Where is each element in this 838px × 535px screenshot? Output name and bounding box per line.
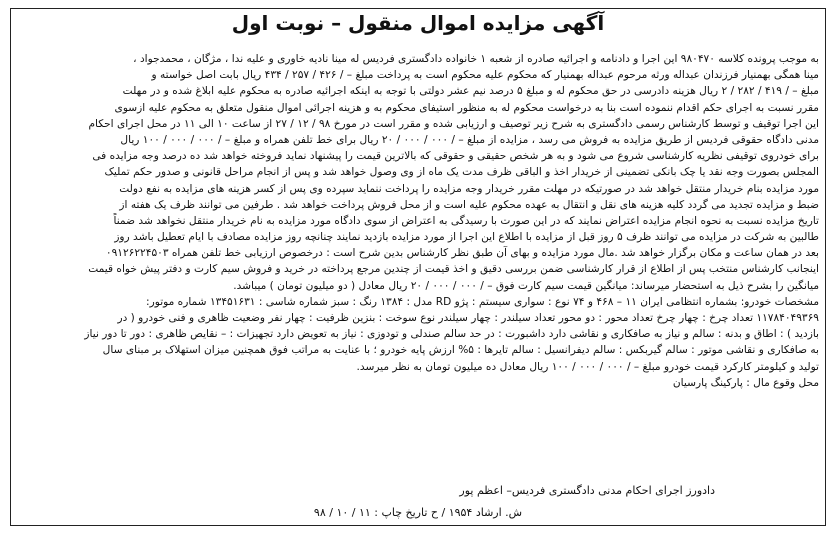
notice-line: بعد در همان ساعت و مکان برگزار خواهد شد .مال مورد مزایده و بهای آن طبق نظر کارشناس بدین شرح است : درخصوص ارزیابی خط تلفن همراه ۰۹۱۲۶۲۲۴۵۰۳ xyxy=(105,247,819,260)
notice-line: مشخصات خودرو: بشماره انتظامی ایران ۱۱ – ۴۶۸ و ۷۴ نوع : سواری سیستم : پژو RD مدل : ۱۳۸۴ رنگ : سبز شماره شاسی : ۱۳۴۵۱۶۳۱ شماره موتور: xyxy=(146,295,819,308)
notice-line: مقرر نسبت به اجرای حکم اقدام ننموده است بنا به درخواست محکوم له به منظور استیفای محکوم به و هزینه اجرائی اموال منقول متعلق به محکوم علیه ازسوی xyxy=(114,101,819,114)
signature-line: دادورز اجرای احکام مدنی دادگستری فردیس– اعظم پور xyxy=(459,484,715,497)
notice-frame xyxy=(10,8,826,526)
notice-line: محل وقوع مال : پارکینگ پارسیان xyxy=(672,376,819,389)
notice-line: المجلس بصورت وجه نقد یا چک بانکی تضمینی از خریدار اخذ و الباقی ظرف مدت یک ماه از وی وصول خواهد شد و پس از انجام مراحل قانونی و صدور حکم تملیک xyxy=(104,166,819,179)
notice-line: تاریخ مزایده نسبت به نحوه انجام مزایده اعتراض نمایند که در این صورت با رسیدگی به اعتراض از سوی دادگاه مورد مزایده به نام خریدار منتقل نخواهد شد ضمناً xyxy=(113,214,819,227)
notice-line: بازدید ) : اطاق و بدنه : سالم و نیاز به صافکاری و نقاشی دارد داشبورت : در حد سالم صندلی و تودوزی : نیاز به تعویض دارد تجهیزات : – نقایص ظاهری : دور تا دور نیاز xyxy=(84,328,819,341)
notice-line: مورد مزایده بنام خریدار منتقل خواهد شد در صورتیکه در مهلت مقرر خریدار وجه مزایده را پرداخت ننماید سپرده وی پس از کسر هزینه های مزایده به نفع دولت xyxy=(119,182,819,195)
notice-line: به صافکاری و نقاشی موتور : سالم گیربکس : سالم دیفرانسیل : سالم تایرها : ۵% ارزش پایه خودرو ؛ با عنایت به مراتب فوق همچنین میزان استهلاک بر مبنای سال xyxy=(102,344,819,357)
notice-line: مبلغ – / ۴۱۹ / ۲۸۲ / ۲ ریال هزینه دادرسی در حق محکوم له و مبلغ ۵ درصد نیم عشر دولتی با توجه به اینکه اجرائیه صادره به محکوم علیه ابلاغ شده و در مهلت xyxy=(122,85,819,98)
notice-body xyxy=(17,51,819,391)
notice-line: میانگین را بشرح ذیل به استحضار میرساند: میانگین قیمت سیم کارت فوق – / ۰۰۰ / ۰۰۰ / ۲۰ ریال معادل ( دو میلیون تومان ) میباشد. xyxy=(233,279,819,292)
notice-line: اینجانب کارشناس منتخب پس از اطلاع از قرار کارشناسی ضمن بررسی دقیق و اخذ قیمت از چندین مرجع پرداخته در خرید و فروش سیم کارت و دفتر پیش خواه قیمت xyxy=(88,263,819,276)
notice-line: مینا همگی بهمنیار فرزندان عبداله ورثه مرحوم عبداله بهمنیار که محکوم علیه محکوم است به پرداخت مبلغ – / ۴۲۶ / ۲۵۷ / ۴۳۴ ریال بابت اصل خواسته و xyxy=(151,69,819,82)
notice-line: مدنی دادگاه حقوقی فردیس از طریق مزایده به فروش می رسد ، مزایده از مبلغ – / ۰۰۰ / ۰۰۰ / ۲۰ ریال برای خط تلفن همراه و مبلغ – / ۰۰۰ / ۰۰۰ / ۱۰۰ ریال xyxy=(120,133,819,146)
notice-line: طالبین به شرکت در مزایده می توانند ظرف ۵ روز قبل از مزایده با اطلاع این اجرا از مورد مزایده بازدید نمایند چنانچه روز مزایده مصادف با ایام تعطیل باشد روز xyxy=(114,231,819,244)
notice-line: تولید و کیلومتر کارکرد قیمت خودرو مبلغ – / ۰۰۰ / ۰۰۰ / ۱۰۰ ریال معادل ده میلیون تومان به نظر میرسد. xyxy=(356,360,819,373)
notice-title: آگهی مزایده اموال منقول – نوبت اول xyxy=(231,11,605,35)
notice-line: ۱۱۷۸۴۰۴۹۳۶۹ تعداد چرخ : چهار چرخ تعداد محور : دو محور تعداد سیلندر : چهار سیلندر نوع سوخت : بنزین ظرفیت : چهار نفر وضعیت ظاهری و فنی خودرو ( در xyxy=(117,312,819,324)
notice-line: ضبط و مزایده تجدید می گردد کلیه هزینه های نقل و انتقال به عهده محکوم علیه است و از محل فروش پرداخت خواهد شد . طرفین می توانند ظرف یک هفته از xyxy=(119,198,819,211)
print-info: ش. ارشاد ۱۹۵۴ / ح تاریخ چاپ : ۱۱ / ۱۰ / ۹۸ xyxy=(313,506,523,519)
notice-line: این اجرا توقیف و توسط کارشناس رسمی دادگستری به شرح زیر توصیف و ارزیابی شده و مقرر است در مورخ ۹۸ / ۱۲ / ۲۷ از ساعت ۱۰ الی ۱۱ در محل اجرای احکام xyxy=(88,117,819,130)
notice-line: برای خودروی توقیفی نظریه کارشناسی شروع می شود و به هر شخص حقیقی و حقوقی که بالاترین قیمت را پیشنهاد نماید فروخته خواهد شد ده درصد وجه مزایده فی xyxy=(92,150,819,163)
notice-line: به موجب پرونده کلاسه ۹۸۰۴۷۰ این اجرا و دادنامه و اجرائیه صادره از شعبه ۱ خانواده دادگستری فردیس له مینا نادیه خاوری و علیه ندا ، مژگان ، محمدجواد ، xyxy=(133,53,819,65)
